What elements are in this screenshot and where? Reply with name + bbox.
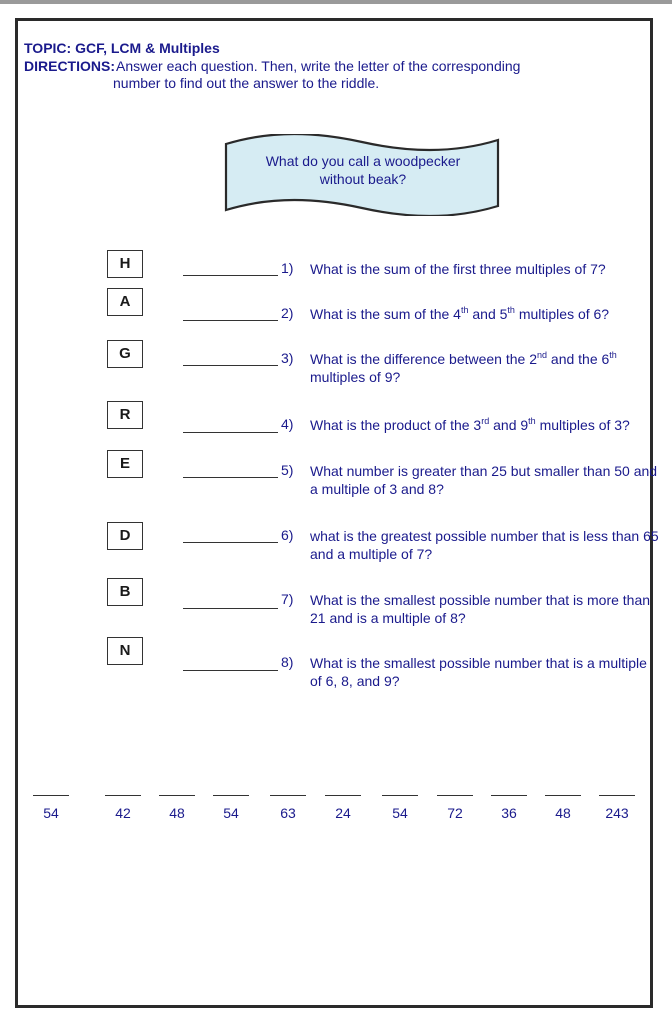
question-text-7 [310,591,662,627]
answer-blank-6[interactable] [183,542,278,543]
question-number-6: 6) [281,527,294,543]
answer-blank-2[interactable] [183,320,278,321]
question-text-6 [310,527,662,563]
question-text-part: multiples of 9? [310,369,401,385]
question-text-8 [310,654,662,690]
riddle-line1: What do you call a woodpecker [265,153,461,169]
answer-number: 63 [280,805,296,821]
answer-letter-blank[interactable] [33,795,69,796]
letter-box-h: H [107,250,143,278]
answer-letter-blank[interactable] [325,795,361,796]
ordinal-suffix: th [609,350,617,360]
question-number-8: 8) [281,654,294,670]
topic-heading: TOPIC: GCF, LCM & Multiples [24,40,220,56]
answer-letter-blank[interactable] [213,795,249,796]
question-number-5: 5) [281,462,294,478]
question-text-3 [310,350,662,386]
answer-letter-blank[interactable] [545,795,581,796]
ordinal-suffix: th [460,305,469,315]
question-text-1 [310,260,662,278]
question-number-2: 2) [281,305,294,321]
letter-box-a: A [107,288,143,316]
question-text-2 [310,305,662,323]
answer-blank-8[interactable] [183,670,278,671]
question-text-part: What number is greater than 25 but smaller than 50 and a multiple of 3 and 8? [310,463,658,497]
question-text-part: What is the smallest possible number that is more than 21 and is a multiple of 8? [310,592,651,626]
answer-number: 72 [447,805,463,821]
question-text-part: What is the product of the 3 [310,417,482,433]
ordinal-suffix: rd [481,416,490,426]
riddle-question [240,152,486,188]
answer-number: 54 [43,805,59,821]
directions-label: DIRECTIONS: [24,58,115,74]
letter-box-e: E [107,450,143,478]
answer-number: 54 [392,805,408,821]
answer-blank-3[interactable] [183,365,278,366]
question-text-part: multiples of 6? [514,306,610,322]
ordinal-suffix: th [528,416,536,426]
question-text-5 [310,462,662,498]
directions-text-line2: number to find out the answer to the riddle. [113,75,380,91]
question-number-3: 3) [281,350,294,366]
answer-number: 48 [555,805,571,821]
answer-number: 54 [223,805,239,821]
answer-number: 24 [335,805,351,821]
question-text-part: What is the difference between the 2 [310,351,537,367]
answer-letter-blank[interactable] [437,795,473,796]
letter-box-b: B [107,578,143,606]
answer-blank-7[interactable] [183,608,278,609]
question-number-7: 7) [281,591,294,607]
question-text-part: what is the greatest possible number that is less than 65 and a multiple of 7? [310,528,659,562]
letter-box-d: D [107,522,143,550]
question-text-part: and the 6 [547,351,610,367]
answer-blank-1[interactable] [183,275,278,276]
answer-number: 36 [501,805,517,821]
question-number-1: 1) [281,260,294,276]
answer-letter-blank[interactable] [159,795,195,796]
answer-letter-blank[interactable] [382,795,418,796]
ordinal-suffix: nd [537,350,548,360]
question-number-4: 4) [281,416,294,432]
answer-letter-blank[interactable] [599,795,635,796]
answer-letter-blank[interactable] [105,795,141,796]
riddle-line2: without beak? [319,171,407,187]
letter-box-r: R [107,401,143,429]
question-text-4 [310,416,662,434]
answer-letter-blank[interactable] [491,795,527,796]
answer-number: 48 [169,805,185,821]
question-text-part: What is the sum of the first three multiples of 7? [310,261,606,277]
answer-number: 42 [115,805,131,821]
ordinal-suffix: th [507,305,515,315]
answer-letter-blank[interactable] [270,795,306,796]
question-text-part: and 5 [468,306,508,322]
letter-box-g: G [107,340,143,368]
answer-number: 243 [605,805,629,821]
question-text-part: multiples of 3? [535,417,630,433]
question-text-part: What is the sum of the 4 [310,306,461,322]
answer-blank-4[interactable] [183,432,278,433]
letter-box-n: N [107,637,143,665]
question-text-part: and 9 [489,417,529,433]
top-border-line [0,0,672,4]
answer-blank-5[interactable] [183,477,278,478]
question-text-part: What is the smallest possible number that is a multiple of 6, 8, and 9? [310,655,647,689]
directions-text-line1: Answer each question. Then, write the letter of the corresponding [116,58,521,74]
